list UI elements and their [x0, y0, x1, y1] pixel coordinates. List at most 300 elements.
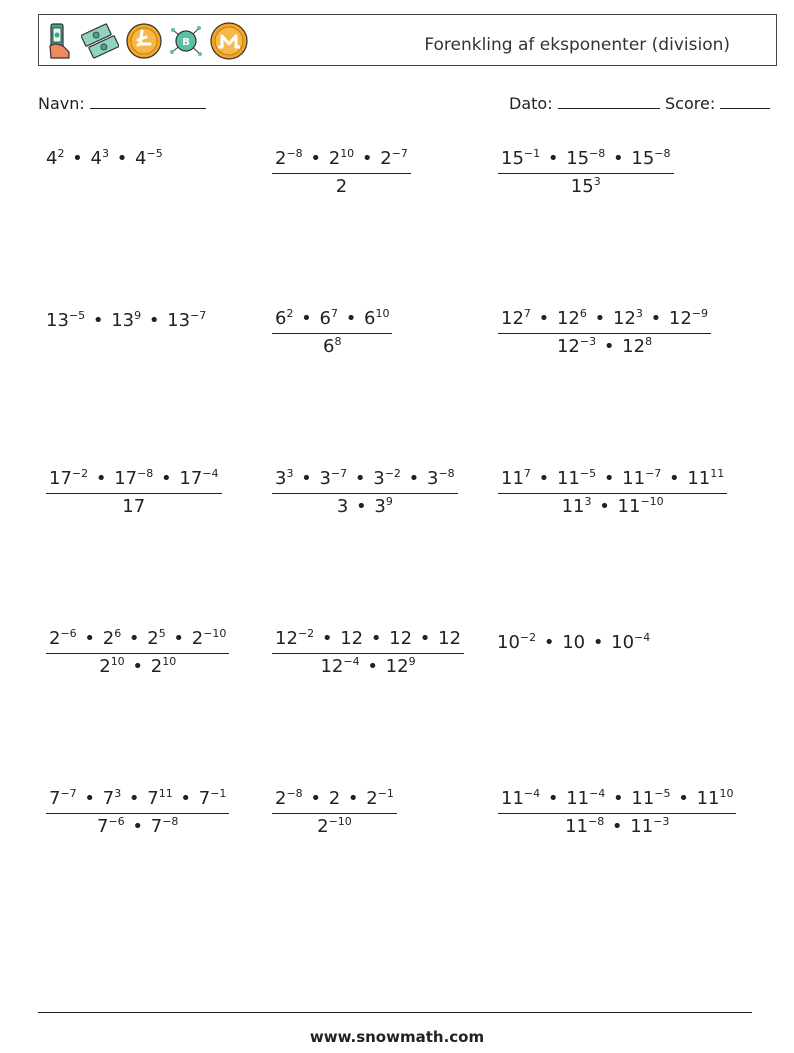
multiply-dot: • [532, 308, 555, 329]
power-term [135, 148, 163, 169]
exponent: −5 [579, 467, 597, 480]
exponent: −7 [330, 467, 348, 480]
base: 12 [389, 628, 413, 649]
power-term [669, 308, 708, 329]
power-term [192, 628, 227, 649]
base: 13 [46, 310, 69, 331]
base: 3 [319, 468, 331, 489]
date-field[interactable] [509, 94, 660, 113]
multiply-dot: • [123, 628, 146, 649]
power-term [501, 468, 531, 489]
base: 12 [275, 628, 298, 649]
problem [498, 468, 727, 518]
base: 12 [501, 308, 524, 329]
power-term [557, 468, 596, 489]
base: 2 [328, 788, 341, 809]
exponent: −8 [654, 147, 671, 160]
multiply-dot: • [316, 628, 339, 649]
power-term [99, 656, 124, 677]
base: 12 [668, 308, 692, 329]
power-term [323, 336, 341, 357]
problem [272, 788, 397, 838]
base: 17 [122, 496, 146, 517]
multiply-dot: • [110, 148, 134, 169]
power-term [320, 656, 359, 677]
base: 2 [335, 176, 348, 197]
exponent: −3 [579, 335, 597, 348]
multiply-dot: • [339, 308, 363, 329]
base: 13 [167, 310, 191, 331]
power-term [373, 468, 401, 489]
multiply-dot: • [414, 628, 437, 649]
base: 7 [150, 816, 163, 837]
power-term [566, 148, 605, 169]
power-term [151, 656, 176, 677]
numerator [272, 148, 411, 174]
exponent: −3 [653, 815, 670, 828]
multiply-dot: • [538, 632, 561, 653]
multiply-dot: • [356, 148, 379, 169]
base: 11 [687, 468, 711, 489]
denominator [46, 654, 229, 678]
power-term [337, 496, 348, 517]
power-term [611, 632, 650, 653]
power-term [374, 496, 392, 517]
base: 11 [617, 496, 641, 517]
power-term [566, 788, 605, 809]
exponent: 10 [110, 655, 125, 668]
multiply-dot: • [587, 632, 610, 653]
multiply-dot: • [361, 656, 384, 677]
multiply-dot: • [66, 148, 89, 169]
base: 3 [374, 496, 386, 517]
multiply-dot: • [143, 310, 166, 331]
power-term [167, 310, 206, 331]
exponent: −4 [589, 787, 606, 800]
denominator [498, 174, 674, 198]
score-field[interactable] [665, 94, 770, 113]
score-blank[interactable] [720, 94, 770, 109]
multiply-dot: • [350, 496, 373, 517]
base: 11 [556, 468, 580, 489]
exponent: 10 [375, 307, 390, 320]
fraction [272, 308, 392, 358]
exponent: 6 [114, 627, 122, 640]
power-term [622, 336, 652, 357]
name-blank[interactable] [90, 94, 206, 109]
exponent: −7 [391, 147, 408, 160]
exponent: 5 [158, 627, 166, 640]
exponent: 8 [645, 335, 653, 348]
base: 3 [275, 468, 287, 489]
base: 11 [501, 788, 524, 809]
base: 2 [99, 656, 111, 677]
exponent: −7 [645, 467, 662, 480]
power-term [366, 788, 394, 809]
exponent: −5 [68, 309, 86, 322]
exponent: −2 [71, 467, 89, 480]
multiply-dot: • [593, 496, 616, 517]
multiply-dot: • [542, 148, 565, 169]
exponent: 8 [334, 335, 342, 348]
exponent: −5 [146, 147, 163, 160]
exponent: 7 [523, 307, 531, 320]
name-field[interactable] [38, 94, 206, 113]
power-term [329, 148, 354, 169]
date-label: Dato: [509, 94, 553, 113]
base: 2 [191, 628, 204, 649]
power-term [103, 788, 121, 809]
power-term [275, 788, 303, 809]
inline-expression [46, 310, 206, 331]
base: 17 [179, 468, 203, 489]
phone-money-icon [47, 22, 75, 60]
base: 12 [385, 656, 409, 677]
exponent: 7 [330, 307, 338, 320]
denominator [46, 814, 229, 838]
exponent: 2 [286, 307, 294, 320]
multiply-dot: • [304, 788, 327, 809]
base: 12 [622, 336, 646, 357]
multiply-dot: • [174, 788, 197, 809]
fraction [498, 468, 727, 518]
base: 3 [373, 468, 385, 489]
fraction [46, 468, 222, 518]
power-term [275, 148, 303, 169]
multiply-dot: • [342, 788, 365, 809]
multiply-dot: • [542, 788, 565, 809]
base: 2 [366, 788, 378, 809]
multiply-dot: • [126, 816, 149, 837]
numerator [498, 148, 674, 174]
exponent: 7 [523, 467, 531, 480]
base: 15 [566, 148, 590, 169]
power-term [147, 788, 172, 809]
exponent: −8 [137, 467, 154, 480]
numerator [272, 308, 392, 334]
base: 11 [566, 788, 590, 809]
power-term [147, 628, 165, 649]
power-term [122, 496, 145, 517]
base: 4 [46, 148, 58, 169]
exponent: −1 [523, 147, 541, 160]
multiply-dot: • [90, 468, 113, 489]
exponent: −4 [634, 631, 651, 644]
problem [498, 788, 736, 838]
power-term [622, 468, 661, 489]
exponent: −10 [640, 495, 664, 508]
problem [272, 628, 464, 678]
problem [497, 632, 650, 654]
numerator [46, 788, 229, 814]
fraction [46, 788, 229, 838]
exponent: −8 [438, 467, 455, 480]
multiply-dot: • [167, 628, 190, 649]
base: 17 [49, 468, 72, 489]
power-term [562, 632, 585, 653]
exponent: 10 [719, 787, 734, 800]
problem [46, 468, 222, 518]
base: 12 [438, 628, 462, 649]
power-term [630, 816, 669, 837]
date-blank[interactable] [558, 94, 660, 109]
multiply-dot: • [126, 656, 149, 677]
worksheet-header [38, 14, 777, 66]
exponent: 11 [158, 787, 173, 800]
denominator [498, 494, 727, 518]
base: 11 [630, 816, 654, 837]
base: 3 [336, 496, 349, 517]
power-term [631, 788, 670, 809]
exponent: −8 [162, 815, 179, 828]
power-term [557, 308, 587, 329]
base: 6 [319, 308, 331, 329]
multiply-dot: • [644, 308, 667, 329]
power-term [557, 336, 596, 357]
fraction [272, 468, 458, 518]
exponent: 3 [584, 495, 592, 508]
numerator [498, 788, 736, 814]
inline-expression [497, 632, 650, 653]
power-term [562, 496, 592, 517]
base: 2 [317, 816, 329, 837]
base: 7 [147, 788, 159, 809]
exponent: 9 [408, 655, 416, 668]
exponent: −8 [286, 147, 303, 160]
exponent: 3 [635, 307, 643, 320]
problem [46, 148, 163, 170]
denominator [272, 814, 397, 838]
base: 7 [49, 788, 61, 809]
exponent: −4 [202, 467, 219, 480]
base: 15 [631, 148, 655, 169]
base: 12 [612, 308, 636, 329]
power-term [501, 308, 531, 329]
denominator [46, 494, 222, 518]
base: 7 [198, 788, 211, 809]
base: 6 [364, 308, 376, 329]
multiply-dot: • [349, 468, 372, 489]
numerator [46, 628, 229, 654]
exponent: −8 [587, 815, 605, 828]
multiply-dot: • [123, 788, 146, 809]
header-icons [47, 21, 255, 61]
power-term [275, 308, 293, 329]
denominator [498, 334, 711, 358]
fraction [272, 628, 464, 678]
base: 11 [696, 788, 720, 809]
exponent: −4 [523, 787, 541, 800]
exponent: −2 [384, 467, 401, 480]
base: 13 [111, 310, 135, 331]
multiply-dot: • [588, 308, 611, 329]
power-term [571, 176, 601, 197]
base: 3 [426, 468, 439, 489]
multiply-dot: • [607, 788, 630, 809]
power-term [49, 468, 88, 489]
base: 2 [328, 148, 341, 169]
base: 10 [611, 632, 635, 653]
base: 11 [622, 468, 646, 489]
power-term [275, 468, 293, 489]
power-term [380, 148, 408, 169]
power-term [46, 148, 64, 169]
base: 10 [562, 632, 586, 653]
base: 7 [102, 788, 115, 809]
exponent: −1 [210, 787, 227, 800]
power-term [103, 628, 121, 649]
power-term [501, 788, 540, 809]
exponent: 3 [593, 175, 601, 188]
base: 11 [561, 496, 585, 517]
multiply-dot: • [295, 468, 318, 489]
fraction [272, 788, 397, 838]
base: 2 [150, 656, 163, 677]
power-term [49, 628, 77, 649]
power-term [199, 788, 227, 809]
problem [272, 468, 458, 518]
base: 2 [275, 148, 287, 169]
power-term [497, 632, 536, 653]
power-term [386, 656, 416, 677]
multiply-dot: • [663, 468, 686, 489]
power-term [97, 816, 125, 837]
base: 11 [501, 468, 524, 489]
fraction [498, 788, 736, 838]
power-term [49, 788, 77, 809]
fraction [46, 628, 229, 678]
problem [272, 148, 411, 198]
power-term [389, 628, 412, 649]
base: 2 [275, 788, 287, 809]
power-term [317, 816, 352, 837]
power-term [565, 816, 604, 837]
fraction [498, 148, 674, 198]
multiply-dot: • [672, 788, 695, 809]
base: 11 [565, 816, 588, 837]
base: 12 [556, 308, 580, 329]
power-term [687, 468, 724, 489]
multiply-dot: • [295, 308, 318, 329]
base: 2 [102, 628, 115, 649]
power-term [340, 628, 363, 649]
base: 2 [380, 148, 392, 169]
exponent: −4 [343, 655, 360, 668]
power-term [320, 308, 338, 329]
exponent: −9 [691, 307, 709, 320]
exponent: 10 [340, 147, 355, 160]
multiply-dot: • [606, 816, 629, 837]
power-term [114, 468, 153, 489]
exponent: 3 [114, 787, 122, 800]
exponent: −10 [328, 815, 352, 828]
numerator [46, 468, 222, 494]
exponent: −8 [286, 787, 303, 800]
denominator [498, 814, 736, 838]
numerator [272, 628, 464, 654]
denominator [272, 494, 458, 518]
base: 7 [97, 816, 109, 837]
power-term [697, 788, 734, 809]
base: 15 [570, 176, 594, 197]
base: 6 [323, 336, 335, 357]
exponent: 6 [579, 307, 587, 320]
fraction [498, 308, 711, 358]
denominator [272, 174, 411, 198]
base: 15 [501, 148, 524, 169]
footer-divider [38, 1012, 752, 1013]
base: 12 [320, 656, 344, 677]
numerator [498, 468, 727, 494]
exponent: 2 [57, 147, 65, 160]
fraction [272, 148, 411, 198]
problem [46, 310, 206, 332]
exponent: −7 [60, 787, 77, 800]
score-label: Score: [665, 94, 716, 113]
multiply-dot: • [155, 468, 178, 489]
exponent: −7 [190, 309, 207, 322]
power-term [179, 468, 218, 489]
problem [46, 788, 229, 838]
problem [272, 308, 392, 358]
exponent: −2 [519, 631, 537, 644]
power-term [618, 496, 664, 517]
exponent: 9 [385, 495, 393, 508]
denominator [272, 334, 392, 358]
power-term [631, 148, 670, 169]
multiply-dot: • [87, 310, 110, 331]
exponent: 9 [134, 309, 142, 322]
exponent: −10 [203, 627, 227, 640]
base: 6 [275, 308, 287, 329]
base: 12 [340, 628, 364, 649]
power-term [364, 308, 389, 329]
problem [498, 308, 711, 358]
multiply-dot: • [304, 148, 327, 169]
name-label: Navn: [38, 94, 85, 113]
power-term [46, 310, 85, 331]
base: 4 [135, 148, 147, 169]
power-term [329, 788, 340, 809]
multiply-dot: • [78, 788, 101, 809]
power-term [501, 148, 540, 169]
exponent: −6 [60, 627, 77, 640]
power-term [275, 628, 314, 649]
base: 2 [147, 628, 159, 649]
bitcoin-network-icon [169, 22, 203, 60]
exponent: −5 [654, 787, 671, 800]
exponent: 3 [101, 147, 109, 160]
multiply-dot: • [532, 468, 555, 489]
exponent: −2 [297, 627, 315, 640]
power-term [427, 468, 455, 489]
power-term [438, 628, 461, 649]
base: 2 [49, 628, 61, 649]
footer-url: www.snowmath.com [309, 1028, 485, 1046]
base: 4 [90, 148, 102, 169]
multiply-dot: • [402, 468, 425, 489]
problem [46, 628, 229, 678]
exponent: −8 [589, 147, 606, 160]
banknotes-icon [81, 22, 119, 60]
power-term [91, 148, 109, 169]
power-term [336, 176, 347, 197]
worksheet-title: Forenkling af eksponenter (division) [424, 35, 730, 55]
exponent: −6 [108, 815, 125, 828]
exponent: −1 [377, 787, 394, 800]
multiply-dot: • [598, 468, 621, 489]
numerator [272, 788, 397, 814]
